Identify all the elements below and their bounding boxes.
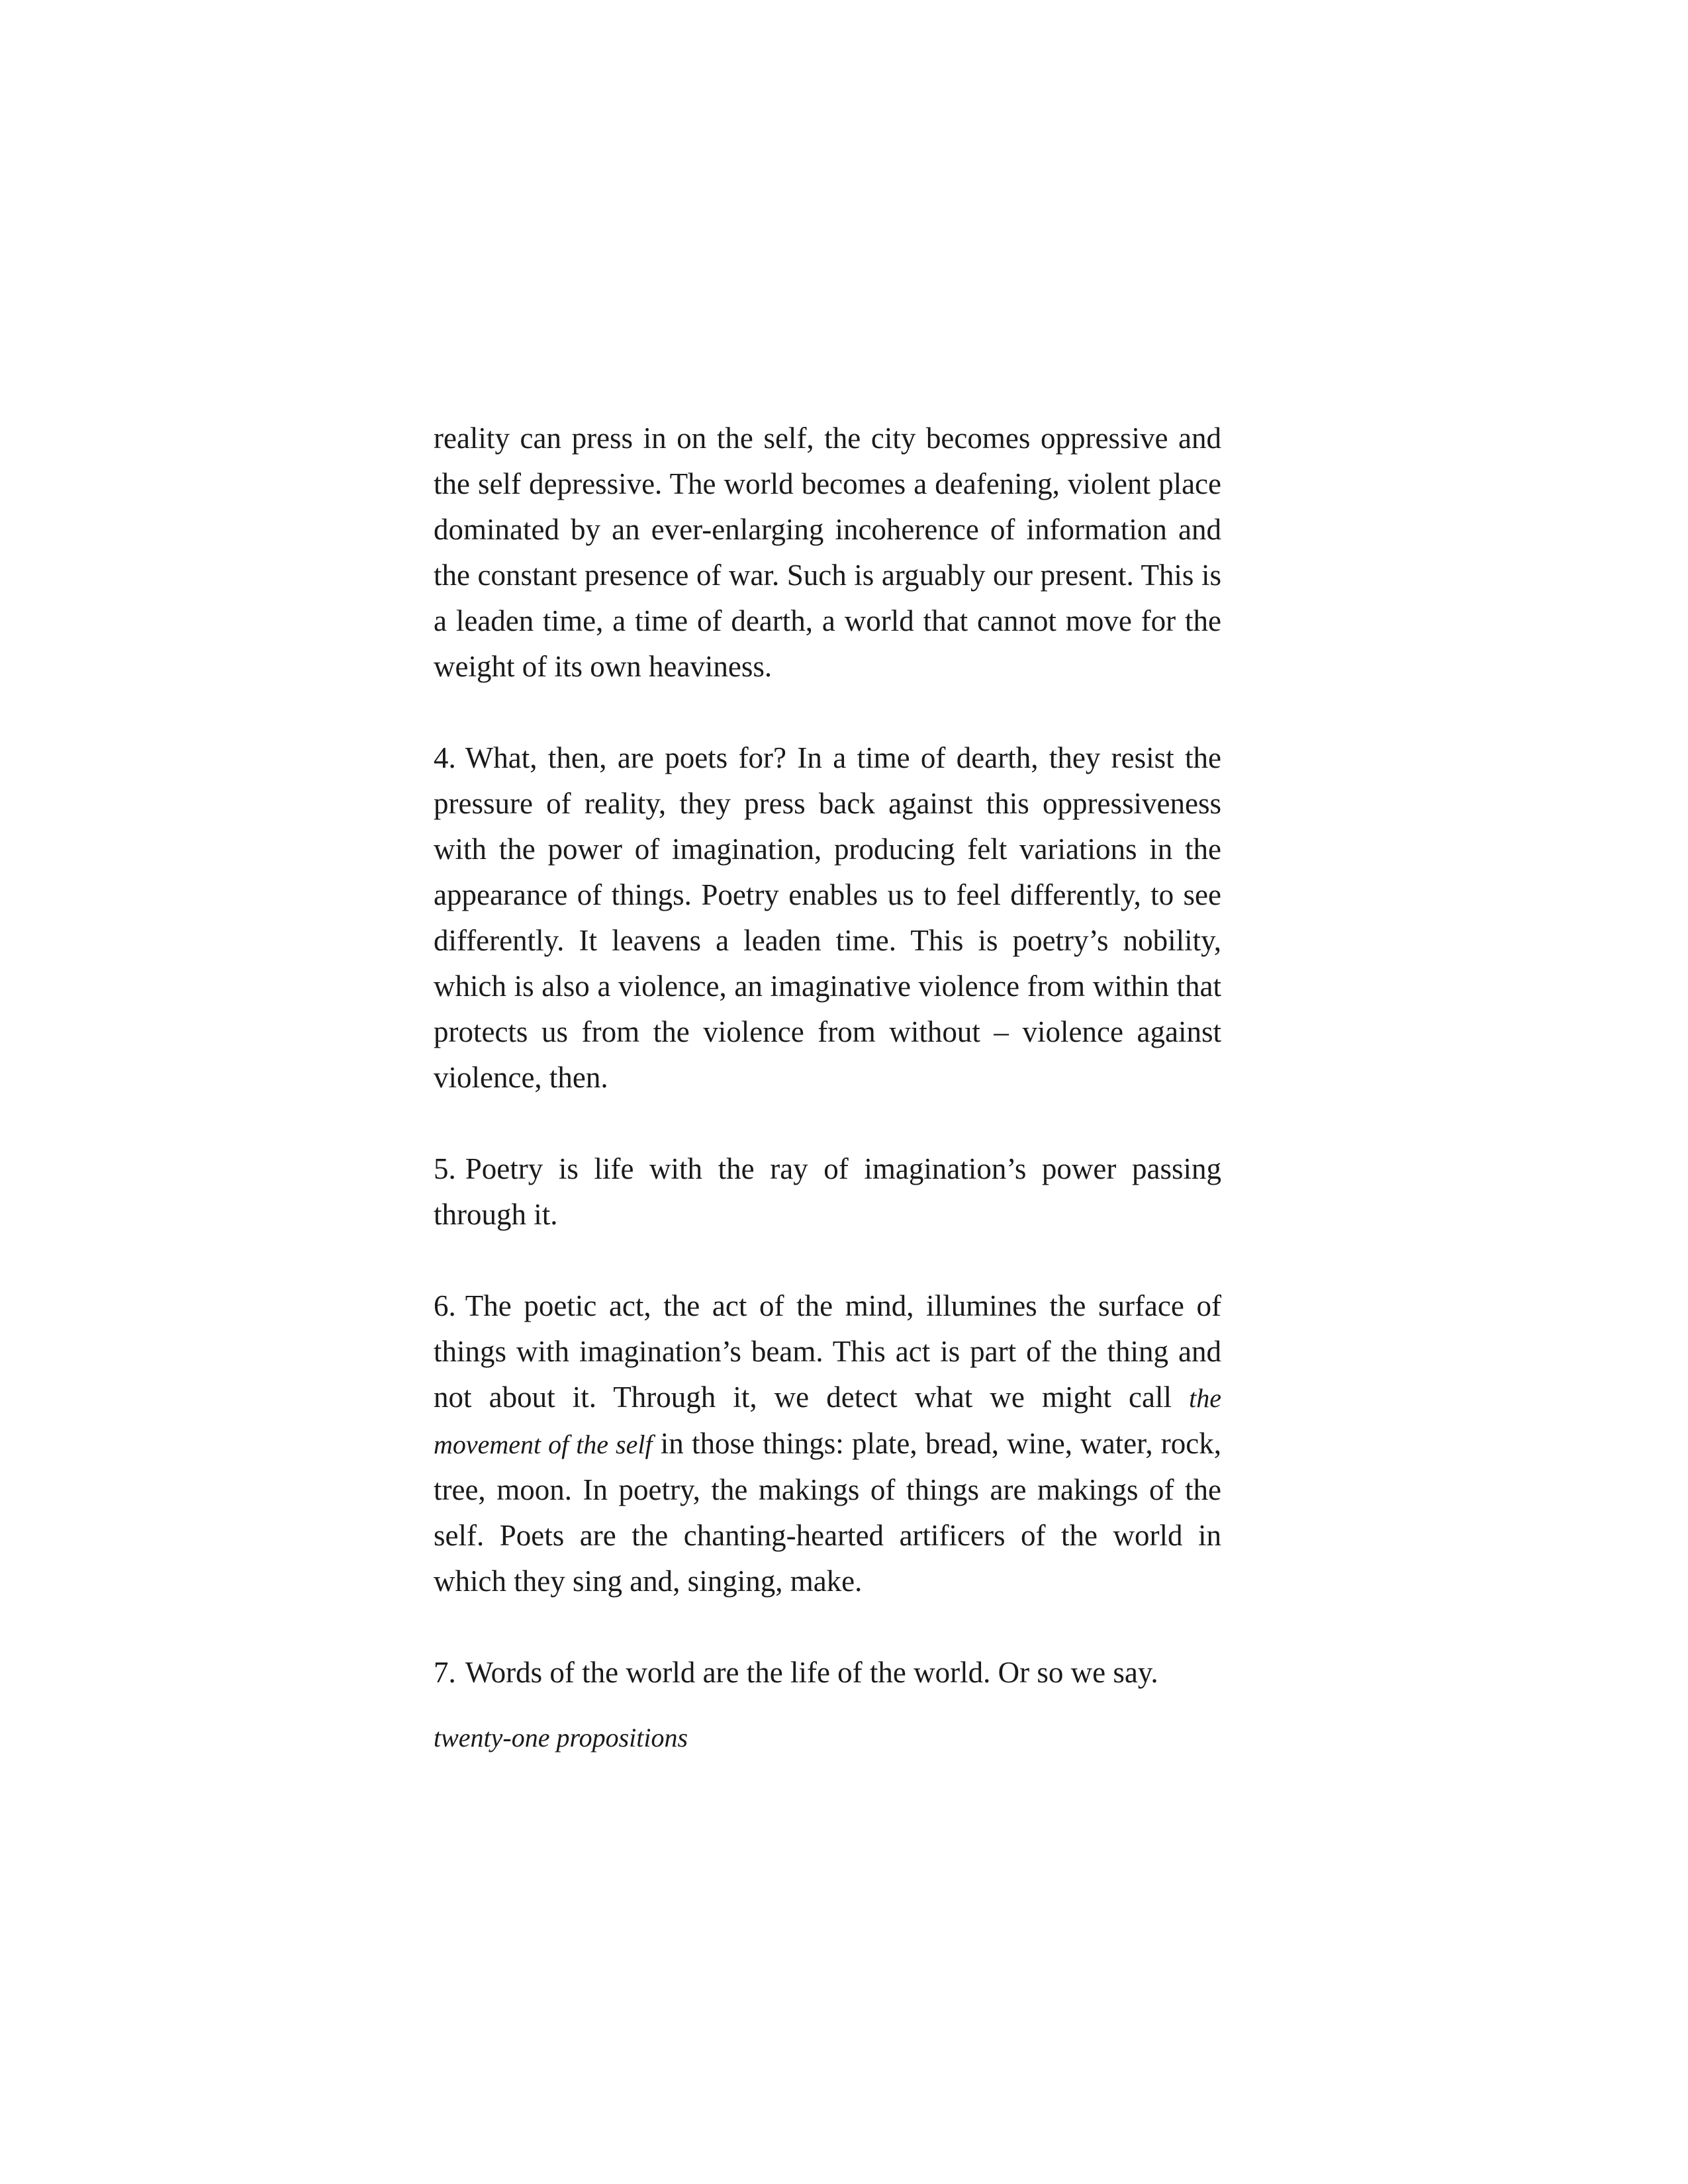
proposition-number: 4. — [434, 741, 456, 774]
paragraph-text: reality can press in on the self, the city becomes oppressive and the self depressive. The world becomes a deafening, violent place dominated by an ever-enlarging incoherence of information and the constant presence of war. Such is arguably our present. This is a leaden time, a time of dearth, a world that cannot move for the weight of its own heaviness. — [434, 422, 1221, 683]
paragraph-text: in those things: plate, bread, wine, water, rock, tree, moon. In poetry, the makings of things are makings of the self. Poets are the chanting-hearted artificers of the world in which they sing and, singing, make. — [434, 1427, 1221, 1598]
proposition-6 — [434, 1283, 1221, 1604]
paragraph-continued — [434, 416, 1221, 690]
proposition-number: 7. — [434, 1656, 456, 1689]
running-footer-title: twenty-one propositions — [434, 1723, 688, 1752]
paragraph-text: Words of the world are the life of the world. Or so we say. — [465, 1656, 1158, 1689]
proposition-7 — [434, 1650, 1221, 1696]
paragraph-text: Poetry is life with the ray of imagination’s power passing through it. — [434, 1152, 1221, 1231]
body-text — [434, 416, 1221, 1696]
italic-phrase: the movement of the self — [434, 1383, 1221, 1459]
proposition-number: 5. — [434, 1152, 456, 1185]
proposition-number: 6. — [434, 1289, 456, 1322]
proposition-4 — [434, 735, 1221, 1101]
proposition-5 — [434, 1146, 1221, 1238]
paragraph-text: What, then, are poets for? In a time of dearth, they resist the pressure of reality, they press back against this oppressiveness with the power of imagination, producing felt variations in the appearance of things. Poetry enables us to feel differently, to see differently. It leavens a leaden time. This is poetry’s nobility, which is also a violence, an imaginative violence from within that protects us from the violence from without – violence against violence, then. — [434, 741, 1221, 1094]
paragraph-text: The poetic act, the act of the mind, illumines the surface of things with imagination’s beam. This act is part of the thing and not about it. Through it, we detect what we might call — [434, 1289, 1221, 1414]
